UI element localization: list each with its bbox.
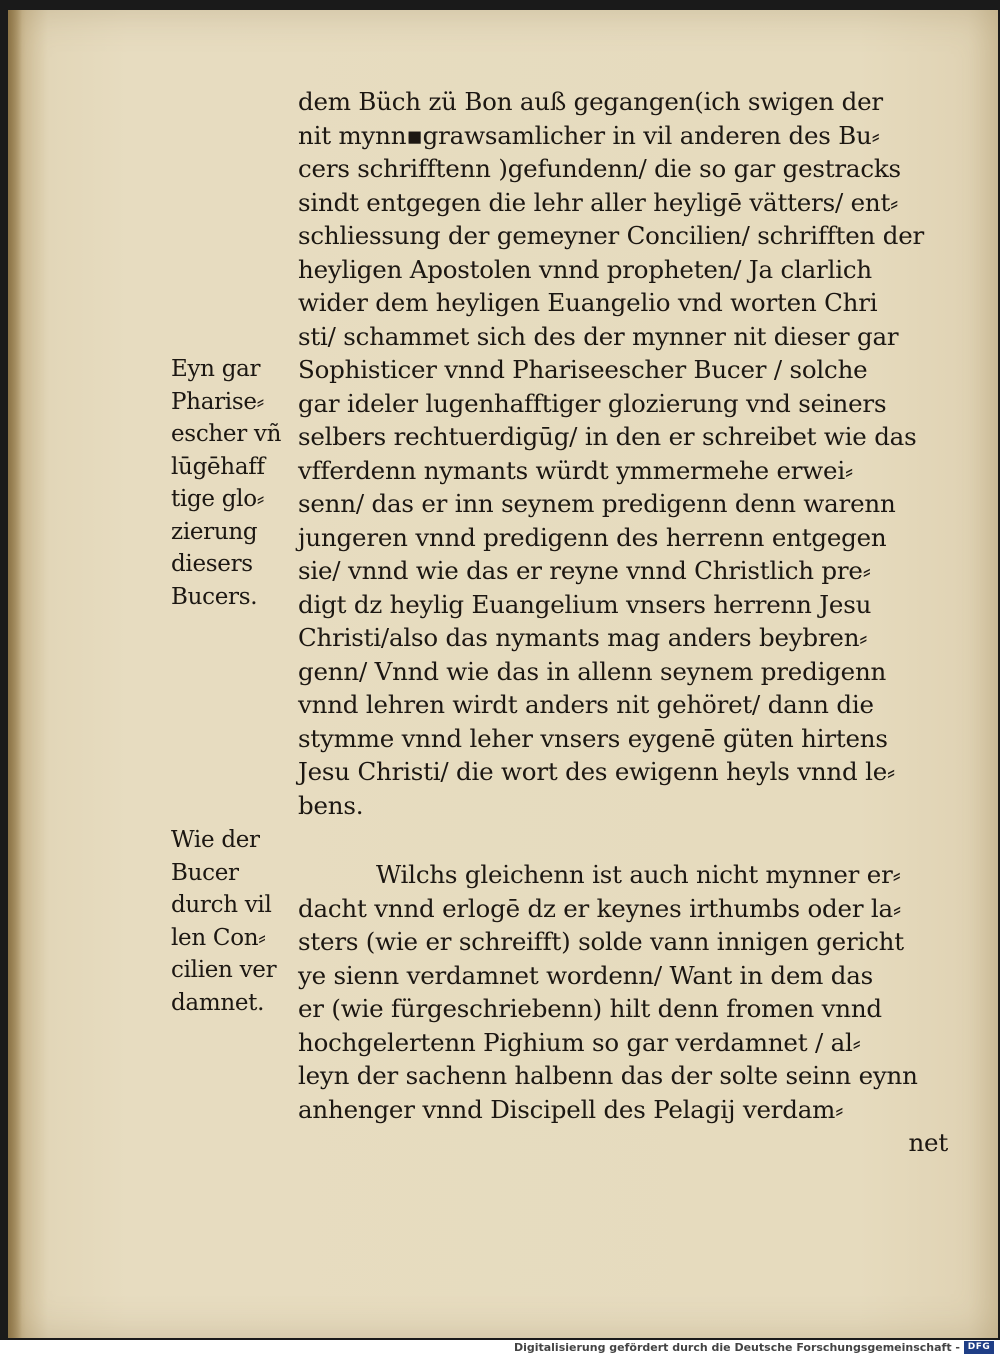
text-line: bens. xyxy=(298,790,364,820)
marginal-line: tige glo⸗ xyxy=(171,486,265,512)
marginal-line: zierung xyxy=(171,518,258,545)
paragraph-gap xyxy=(298,822,958,858)
text-line: vfferdenn nymants würdt ymmermehe erwei⸗ xyxy=(298,455,853,485)
text-line: genn/ Vnnd wie das in allenn seynem predigenn xyxy=(298,656,887,686)
text-line: schliessung der gemeyner Concilien/ schrifften der xyxy=(298,221,925,250)
marginal-line: diesers xyxy=(171,551,253,577)
text-line: selbers rechtuerdigūg/ in den er schreibet wie das xyxy=(298,422,917,451)
text-line: nit mynn▪grawsamlicher in vil anderen des Bu⸗ xyxy=(298,120,880,150)
main-text-block xyxy=(298,85,958,1160)
text-line: Jesu Christi/ die wort des ewigenn heyls vnnd le⸗ xyxy=(298,757,895,786)
text-line: heyligen Apostolen vnnd propheten/ Ja clarlich xyxy=(298,254,872,284)
marginal-line: durch vil xyxy=(171,892,272,918)
marginal-line: cilien ver xyxy=(171,957,277,983)
marginal-note xyxy=(171,824,301,1019)
text-line: sindt entgegen die lehr aller heyligē vätters/ ent⸗ xyxy=(298,187,899,217)
text-line: Wilchs gleichenn ist auch nicht mynner er⸗ xyxy=(376,860,901,889)
text-line: dacht vnnd erlogē dz er keynes irthumbs oder la⸗ xyxy=(298,893,901,923)
marginal-line: Bucers. xyxy=(171,583,258,610)
text-line: hochgelertenn Pighium so gar verdamnet / al⸗ xyxy=(298,1027,861,1057)
marginal-line: lūgēhaff xyxy=(171,453,265,480)
text-line: wider dem heyligen Euangelio vnd worten Chri xyxy=(298,288,878,317)
text-line: sti/ schammet sich des der mynner nit dieser gar xyxy=(298,321,899,351)
marginal-note xyxy=(171,353,301,613)
marginal-line: Wie der xyxy=(171,827,260,853)
text-line: er (wie fürgeschriebenn) hilt denn fromen vnnd xyxy=(298,994,882,1023)
text-line: Christi/also das nymants mag anders beybren⸗ xyxy=(298,623,868,652)
funding-credit: Digitalisierung gefördert durch die Deutsche Forschungsgemeinschaft - xyxy=(513,1341,960,1354)
text-line: sters (wie er schreifft) solde vann innigen gericht xyxy=(298,927,904,956)
dfg-logo: DFG xyxy=(964,1341,994,1354)
text-line: stymme vnnd leher vnsers eygenē güten hirtens xyxy=(298,723,888,753)
marginal-line: escher vñ xyxy=(171,421,282,447)
text-line: sie/ vnnd wie das er reyne vnnd Christlich pre⸗ xyxy=(298,556,871,585)
text-line: jungeren vnnd predigenn des herrenn entgegen xyxy=(298,522,887,552)
text-line: anhenger vnnd Discipell des Pelagij verdam⸗ xyxy=(298,1094,844,1124)
text-line: digt dz heylig Euangelium vnsers herrenn Jesu xyxy=(298,589,872,619)
text-line: cers schrifftenn )gefundenn/ die so gar gestracks xyxy=(298,154,901,183)
text-line: dem Büch zü Bon auß gegangen(ich swigen der xyxy=(298,87,883,116)
marginal-line: Eyn gar xyxy=(171,356,261,382)
text-line: vnnd lehren wirdt anders nit gehöret/ dann die xyxy=(298,690,874,719)
catchword: net xyxy=(908,1128,948,1157)
marginal-line: Pharise⸗ xyxy=(171,388,265,415)
text-line: Sophisticer vnnd Phariseescher Bucer / solche xyxy=(298,355,868,384)
marginal-line: len Con⸗ xyxy=(171,924,266,951)
text-line: gar ideler lugenhafftiger glozierung vnd seiners xyxy=(298,388,887,418)
text-line: ye sienn verdamnet wordenn/ Want in dem das xyxy=(298,960,874,990)
book-page xyxy=(8,10,998,1338)
text-line: senn/ das er inn seynem predigenn denn warenn xyxy=(298,489,896,518)
marginal-line: damnet. xyxy=(171,989,265,1016)
text-line: leyn der sachenn halbenn das der solte seinn eynn xyxy=(298,1061,918,1090)
marginal-line: Bucer xyxy=(171,859,239,886)
